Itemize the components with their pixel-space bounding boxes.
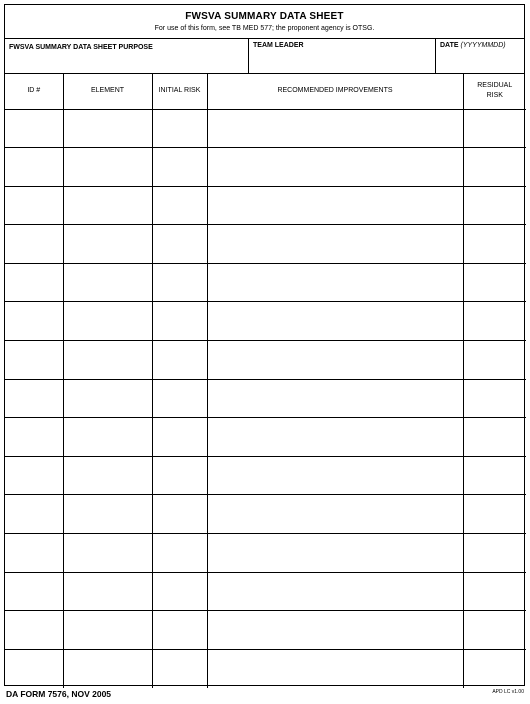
id-cell[interactable] <box>5 572 63 611</box>
info-row <box>5 39 524 74</box>
id-cell[interactable] <box>5 649 63 688</box>
id-cell[interactable] <box>5 263 63 302</box>
element-cell[interactable] <box>63 302 152 341</box>
element-cell[interactable] <box>63 611 152 650</box>
table-row <box>5 534 526 573</box>
initial-risk-cell[interactable] <box>152 341 207 380</box>
recommended-improvements-cell[interactable] <box>207 109 463 148</box>
team-leader-field[interactable] <box>249 39 436 73</box>
id-cell[interactable] <box>5 341 63 380</box>
table-row <box>5 263 526 302</box>
table-row <box>5 611 526 650</box>
table-row <box>5 341 526 380</box>
date-label: DATE <box>440 42 459 49</box>
id-cell[interactable] <box>5 456 63 495</box>
recommended-improvements-cell[interactable] <box>207 572 463 611</box>
element-cell[interactable] <box>63 379 152 418</box>
residual-risk-cell[interactable] <box>463 649 526 688</box>
id-cell[interactable] <box>5 225 63 264</box>
element-cell[interactable] <box>63 109 152 148</box>
form-title: FWSVA SUMMARY DATA SHEET <box>185 11 344 22</box>
table-row <box>5 109 526 148</box>
residual-risk-cell[interactable] <box>463 611 526 650</box>
element-cell[interactable] <box>63 186 152 225</box>
initial-risk-cell[interactable] <box>152 263 207 302</box>
id-cell[interactable] <box>5 109 63 148</box>
element-cell[interactable] <box>63 495 152 534</box>
team-leader-label: TEAM LEADER <box>253 42 304 49</box>
date-format-hint: (YYYYMMDD) <box>460 42 506 49</box>
recommended-improvements-cell[interactable] <box>207 379 463 418</box>
element-cell[interactable] <box>63 418 152 457</box>
recommended-improvements-cell[interactable] <box>207 611 463 650</box>
residual-risk-cell[interactable] <box>463 341 526 380</box>
date-field[interactable] <box>436 39 524 73</box>
recommended-improvements-cell[interactable] <box>207 418 463 457</box>
element-cell[interactable] <box>63 341 152 380</box>
initial-risk-cell[interactable] <box>152 148 207 187</box>
form-header <box>5 5 524 39</box>
id-cell[interactable] <box>5 495 63 534</box>
form-number: DA FORM 7576, NOV 2005 <box>6 689 112 699</box>
initial-risk-cell[interactable] <box>152 611 207 650</box>
residual-risk-cell[interactable] <box>463 495 526 534</box>
element-cell[interactable] <box>63 572 152 611</box>
residual-risk-cell[interactable] <box>463 302 526 341</box>
recommended-improvements-cell[interactable] <box>207 302 463 341</box>
residual-risk-cell[interactable] <box>463 534 526 573</box>
recommended-improvements-cell[interactable] <box>207 534 463 573</box>
element-cell[interactable] <box>63 225 152 264</box>
initial-risk-cell[interactable] <box>152 649 207 688</box>
table-row <box>5 649 526 688</box>
residual-risk-cell[interactable] <box>463 148 526 187</box>
residual-risk-cell[interactable] <box>463 186 526 225</box>
table-row <box>5 302 526 341</box>
element-cell[interactable] <box>63 649 152 688</box>
form-frame <box>4 4 525 686</box>
form-subtitle: For use of this form, see TB MED 577; the proponent agency is OTSG. <box>154 25 375 32</box>
table-body <box>5 109 526 688</box>
id-cell[interactable] <box>5 148 63 187</box>
table-row <box>5 495 526 534</box>
table-row <box>5 225 526 264</box>
element-cell[interactable] <box>63 534 152 573</box>
initial-risk-cell[interactable] <box>152 379 207 418</box>
residual-risk-cell[interactable] <box>463 418 526 457</box>
recommended-improvements-cell[interactable] <box>207 225 463 264</box>
form-version: APD LC v1.00 <box>492 689 524 695</box>
header-id: ID # <box>5 74 63 109</box>
table-row <box>5 379 526 418</box>
summary-table <box>5 74 526 688</box>
element-cell[interactable] <box>63 263 152 302</box>
id-cell[interactable] <box>5 418 63 457</box>
residual-risk-cell[interactable] <box>463 225 526 264</box>
initial-risk-cell[interactable] <box>152 418 207 457</box>
residual-risk-cell[interactable] <box>463 572 526 611</box>
table-row <box>5 186 526 225</box>
id-cell[interactable] <box>5 611 63 650</box>
initial-risk-cell[interactable] <box>152 495 207 534</box>
recommended-improvements-cell[interactable] <box>207 263 463 302</box>
table-row <box>5 572 526 611</box>
residual-risk-cell[interactable] <box>463 109 526 148</box>
recommended-improvements-cell[interactable] <box>207 341 463 380</box>
purpose-label: FWSVA SUMMARY DATA SHEET PURPOSE <box>9 44 153 51</box>
table-row <box>5 148 526 187</box>
residual-risk-cell[interactable] <box>463 379 526 418</box>
header-recommended-improvements: RECOMMENDED IMPROVEMENTS <box>207 74 463 109</box>
header-initial-risk: INITIAL RISK <box>152 74 207 109</box>
table-row <box>5 418 526 457</box>
element-cell[interactable] <box>63 148 152 187</box>
recommended-improvements-cell[interactable] <box>207 649 463 688</box>
initial-risk-cell[interactable] <box>152 456 207 495</box>
table-row <box>5 456 526 495</box>
element-cell[interactable] <box>63 456 152 495</box>
recommended-improvements-cell[interactable] <box>207 456 463 495</box>
table-header-row <box>5 74 526 109</box>
recommended-improvements-cell[interactable] <box>207 148 463 187</box>
id-cell[interactable] <box>5 302 63 341</box>
header-residual-risk: RESIDUAL RISK <box>463 74 526 109</box>
residual-risk-cell[interactable] <box>463 263 526 302</box>
purpose-field[interactable] <box>5 39 249 73</box>
id-cell[interactable] <box>5 534 63 573</box>
initial-risk-cell[interactable] <box>152 109 207 148</box>
initial-risk-cell[interactable] <box>152 186 207 225</box>
id-cell[interactable] <box>5 186 63 225</box>
initial-risk-cell[interactable] <box>152 534 207 573</box>
initial-risk-cell[interactable] <box>152 225 207 264</box>
header-element: ELEMENT <box>63 74 152 109</box>
residual-risk-cell[interactable] <box>463 456 526 495</box>
initial-risk-cell[interactable] <box>152 302 207 341</box>
id-cell[interactable] <box>5 379 63 418</box>
recommended-improvements-cell[interactable] <box>207 186 463 225</box>
initial-risk-cell[interactable] <box>152 572 207 611</box>
recommended-improvements-cell[interactable] <box>207 495 463 534</box>
